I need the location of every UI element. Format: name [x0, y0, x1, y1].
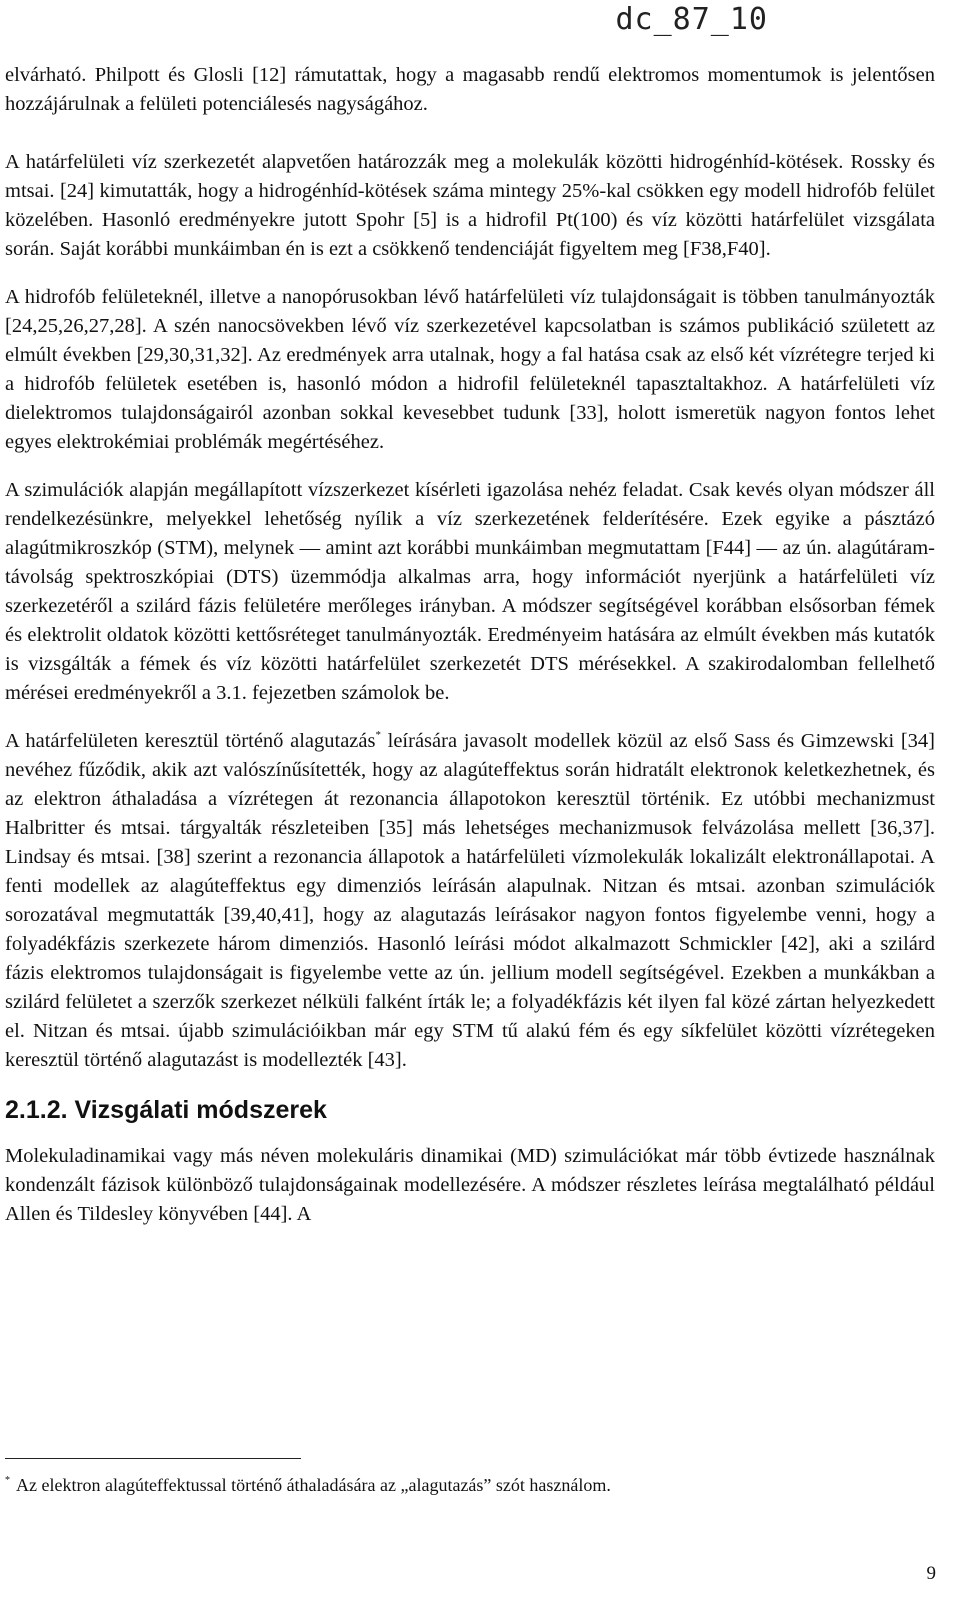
- paragraph-philpott: elvárható. Philpott és Glosli [12] rámutattak, hogy a magasabb rendű elektromos momentumok is jelentősen hozzájárulnak a felületi potenciálesés nagyságához.: [5, 64, 935, 115]
- paragraph-hydrogen-bonds: A határfelületi víz szerkezetét alapvetően határozzák meg a molekulák közötti hidrogénhíd-kötések. Rossky és mtsai. [24] kimutatták, hogy a hidrogénhíd-kötések száma mintegy 25%-kal csökken egy modell hidrofób felület közelében. Hasonló eredményekre jutott Spohr [5] is a hidrofil Pt(100) és víz közötti határfelület vizsgálata során. Saját korábbi munkáimban én is ezt a csökkenő tendenciáját figyeltem meg [F38,F40].: [5, 151, 935, 260]
- section-heading: 2.1.2. Vizsgálati módszerek: [5, 1096, 327, 1124]
- paragraph-tunneling-models: [5, 727, 935, 1075]
- document-id-header: dc_87_10: [615, 2, 768, 37]
- footnote-text: Az elektron alagúteffektussal történő áthaladására az „alagutazás” szót használom.: [16, 1475, 611, 1495]
- footnote-reference-mark[interactable]: *: [375, 729, 381, 741]
- page-number: 9: [926, 1563, 936, 1584]
- tunneling-text-rest: leírására javasolt modellek közül az első Sass és Gimzewski [34] nevéhez fűződik, akik azt valószínűsítették, hogy az alagúteffektus során hidratált elektronok keletkezhetnek, és az elektron áthaladása a vízrétegen át rezonancia állapotokon keresztül történik. Ez utóbbi mechanizmust Halbritter és mtsai. tárgyalták részleteiben [35] más lehetséges mechanizmusok felvázolása mellett [36,37]. Lindsay és mtsai. [38] szerint a rezonancia állapotok a határfelületi vízmolekulák lokalizált elektronállapotai. A fenti modellek az alagúteffektus egy dimenziós leírásán alapulnak. Nitzan és mtsai. azonban szimulációk sorozatával megmutatták [39,40,41], hogy az alagutazás leírásakor nagyon fontos figyelembe venni, hogy a folyadékfázis szerkezete három dimenziós. Hasonló leírási módot alkalmazott Schmickler [42], aki a szilárd fázis elektromos tulajdonságait is figyelembe vette az ún. jellium modell segítségével. Ezekben a munkákban a szilárd felületet a szerzők szerkezet nélküli falként írták le; a folyadékfázis két ilyen fal közé zártan helyezkedett el. Nitzan és mtsai. újabb szimulációikban már egy STM tű alakú fém és egy síkfelület közötti vízrétegeken keresztül történő alagutazást is modellezték [43].: [5, 730, 935, 1071]
- paragraph-hydrophobic-surfaces: A hidrofób felületeknél, illetve a nanopórusokban lévő határfelületi víz tulajdonságait is többen tanulmányozták [24,25,26,27,28]. A szén nanocsövekben lévő víz szerkezetével kapcsolatban is számos publikáció született az elmúlt években [29,30,31,32]. Az eredmények arra utalnak, hogy a fal hatása csak az első két vízrétegre terjed ki a hidrofób felületek esetében is, hasonló módon a hidrofil felületeknél tapasztaltakhoz. A határfelületi víz dielektromos tulajdonságairól azonban sokkal kevesebbet tudunk [33], holott ismeretük nagyon fontos lehet egyes elektrokémiai problémák megértéséhez.: [5, 286, 935, 453]
- tunneling-text-start: A határfelületen keresztül történő alagutazás: [5, 730, 376, 752]
- footnote: [5, 1472, 935, 1498]
- paragraph-md-methods: Molekuladinamikai vagy más néven molekuláris dinamikai (MD) szimulációkat már több évtizede használnak kondenzált fázisok különböző tulajdonságainak modellezésére. A módszer részletes leírása megtalálható például Allen és Tildesley könyvében [44]. A: [5, 1145, 935, 1225]
- footnote-divider: [5, 1458, 301, 1459]
- page-body: [5, 61, 935, 1248]
- paragraph-stm-dts: A szimulációk alapján megállapított vízszerkezet kísérleti igazolása nehéz feladat. Csak kevés olyan módszer áll rendelkezésünkre, melyekkel lehetőség nyílik a víz szerkezetének felderítésére. Ezek egyike a pásztázó alagútmikroszkóp (STM), melynek — amint azt korábbi munkáimban megmutattam [F44] — az ún. alagútáram-távolság spektroszkópiai (DTS) üzemmódja alkalmas arra, hogy információt nyerjünk a határfelületi víz szerkezetéről a szilárd fázis felületére merőleges irányban. A módszer segítségével korábban elsősorban fémek és elektrolit oldatok közötti kettősréteget tanulmányozták. Eredményeim hatására az elmúlt években más kutatók is vizsgálták a fémek és víz közötti határfelület szerkezetét DTS mérésekkel. A szakirodalomban fellelhető mérései eredményekről a 3.1. fejezetben számolok be.: [5, 479, 935, 704]
- footnote-mark: *: [5, 1475, 10, 1486]
